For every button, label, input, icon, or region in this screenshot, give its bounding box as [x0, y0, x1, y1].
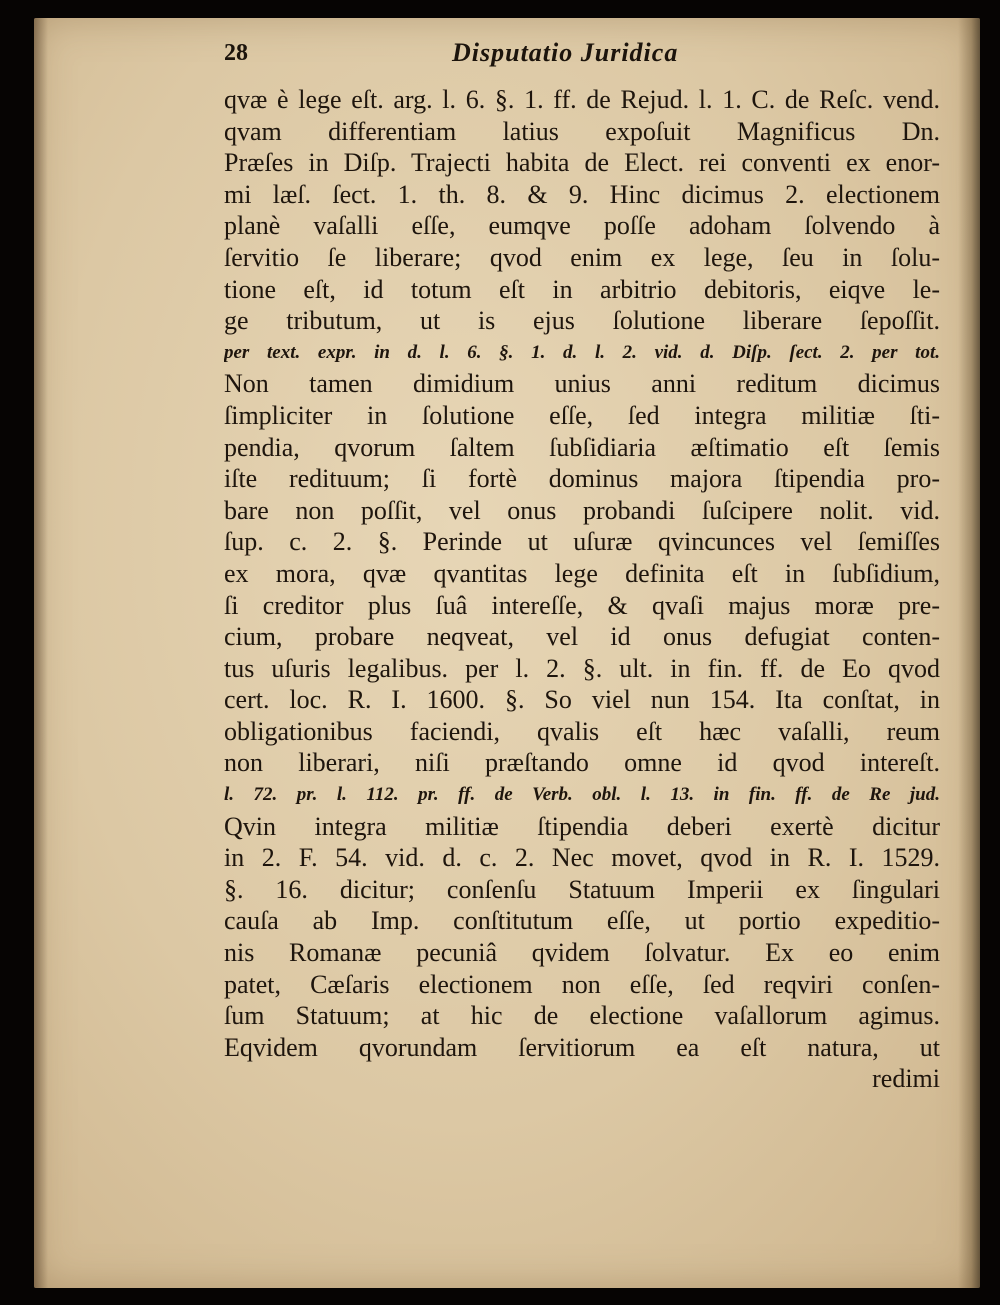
- text-line: qvam differentiam latius expoſuit Magnificus Dn.: [224, 116, 940, 146]
- text-line: patet, Cæſaris electionem non eſſe, ſed reqviri conſen-: [224, 969, 940, 999]
- text-line: in 2. F. 54. vid. d. c. 2. Nec movet, qvod in R. I. 1529.: [224, 843, 940, 873]
- page-edge-shadow: [958, 18, 980, 1288]
- text-line: cauſa ab Imp. conſtitutum eſſe, ut portio expeditio-: [224, 906, 940, 936]
- text-line: mi læſ. ſect. 1. th. 8. & 9. Hinc dicimus 2. electionem: [224, 179, 940, 209]
- text-line: planè vaſalli eſſe, eumqve poſſe adoham ſolvendo à: [224, 211, 940, 241]
- text-line: ſi creditor plus ſuâ intereſſe, & qvaſi majus moræ pre-: [224, 590, 940, 620]
- text-line: Eqvidem qvorundam ſervitiorum ea eſt natura, ut: [224, 1032, 940, 1062]
- text-line: ſup. c. 2. §. Perinde ut uſuræ qvincunces vel ſemiſſes: [224, 527, 940, 557]
- text-line: obligationibus faciendi, qvalis eſt hæc vaſalli, reum: [224, 716, 940, 746]
- body-text: [224, 84, 940, 1095]
- catchword: redimi: [872, 1064, 940, 1094]
- text-line: ge tributum, ut is ejus ſolutione liberare ſepoſſit.: [224, 306, 940, 336]
- text-line: ex mora, qvæ qvantitas lege definita eſt in ſubſidium,: [224, 558, 940, 588]
- text-line: cert. loc. R. I. 1600. §. So viel nun 154. Ita conſtat, in: [224, 685, 940, 715]
- text-line: ſum Statuum; at hic de electione vaſallorum agimus.: [224, 1001, 940, 1031]
- text-line: Præſes in Diſp. Trajecti habita de Elect. rei conventi ex enor-: [224, 148, 940, 178]
- text-line: §. 16. dicitur; conſenſu Statuum Imperii ex ſingulari: [224, 874, 940, 904]
- text-line: iſte redituum; ſi fortè dominus majora ſtipendia pro-: [224, 464, 940, 494]
- page-gutter-shadow: [34, 18, 48, 1288]
- text-line: tus uſuris legalibus. per l. 2. §. ult. in fin. ff. de Eo qvod: [224, 653, 940, 683]
- citation-line: l. 72. pr. l. 112. pr. ff. de Verb. obl. l. 13. in fin. ff. de Re jud.: [224, 784, 940, 806]
- text-line: qvæ è lege eſt. arg. l. 6. §. 1. ff. de Rejud. l. 1. C. de Reſc. vend.: [224, 85, 940, 114]
- text-line: Qvin integra militiæ ſtipendia deberi exertè dicitur: [224, 811, 940, 841]
- text-line: nis Romanæ pecuniâ qvidem ſolvatur. Ex eo enim: [224, 938, 940, 968]
- page-number: 28: [224, 40, 248, 66]
- text-line: ſimpliciter in ſolutione eſſe, ſed integra militiæ ſti-: [224, 400, 940, 430]
- text-line: non liberari, niſi præſtando omne id qvod intereſt.: [224, 748, 940, 778]
- citation-line: per text. expr. in d. l. 6. §. 1. d. l. 2. vid. d. Diſp. ſect. 2. per tot.: [224, 341, 940, 363]
- text-line: pendia, qvorum ſaltem ſubſidiaria æſtimatio eſt ſemis: [224, 432, 940, 462]
- running-title: Disputatio Juridica: [452, 38, 679, 67]
- page-header: [224, 38, 744, 78]
- text-line: bare non poſſit, vel onus probandi ſuſcipere nolit. vid.: [224, 495, 940, 525]
- text-line: Non tamen dimidium unius anni reditum dicimus: [224, 369, 940, 399]
- text-line: ſervitio ſe liberare; qvod enim ex lege, ſeu in ſolu-: [224, 242, 940, 272]
- text-line: cium, probare neqveat, vel id onus defugiat conten-: [224, 622, 940, 652]
- text-line: tione eſt, id totum eſt in arbitrio debitoris, eiqve le-: [224, 274, 940, 304]
